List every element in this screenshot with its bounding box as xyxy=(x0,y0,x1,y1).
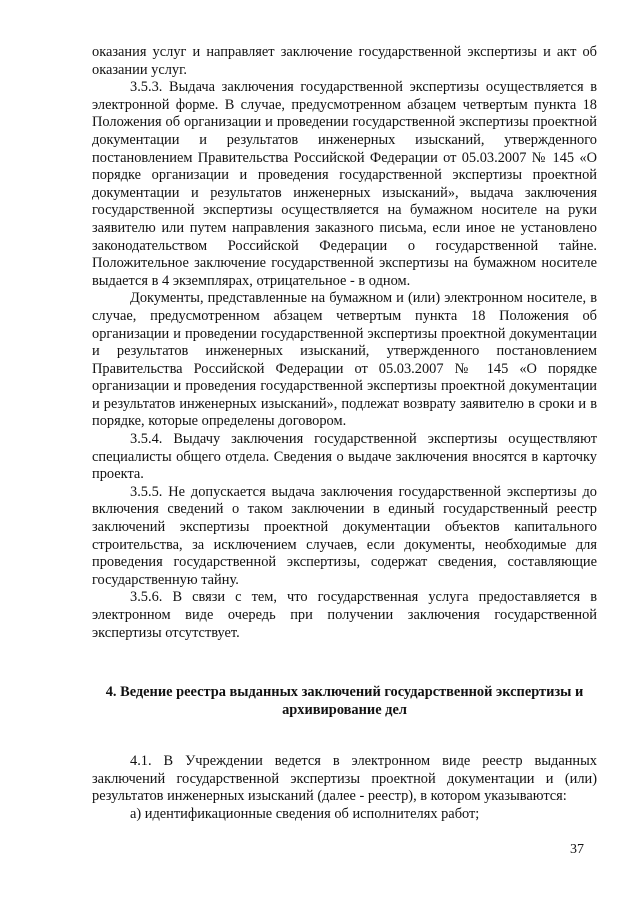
paragraph-documents-return: Документы, представленные на бумажном и (или) электронном носителе, в случае, предусмотренном абзацем четвертым пункта 18 Положения об организации и проведении государственной экспертизы проектной документации и результатов инженерных изысканий, утвержденного постановлением Правительства Российской Федерации от 05.03.2007 № 145 «О порядке организации и проведения государственной экспертизы проектной документации и результатов инженерных изысканий», подлежат возврату заявителю в сроки и в порядке, которые определены договором. xyxy=(92,290,597,430)
list-item-a: а) идентификационные сведения об исполнителях работ; xyxy=(130,805,480,822)
paragraph-3-5-3: 3.5.3. Выдача заключения государственной экспертизы осуществляется в электронной форме. В случае, предусмотренном абзацем четвертым пункта 18 Положения об организации и проведении государственной экспертизы проектной документации и результатов инженерных изысканий, утвержденного постановлением Правительства Российской Федерации от 05.03.2007 № 145 «О порядке организации и проведения государственной экспертизы проектной документации и результатов инженерных изысканий», выдача заключения государственной экспертизы осуществляется на бумажном носителе на руки заявителю или путем направления заказного письма, если иное не установлено законодательством Российской Федерации о государственной тайне. Положительное заключение государственной экспертизы на бумажном носителе выдается в 4 экземплярах, отрицательное - в одном. xyxy=(92,79,597,289)
page-number: 37 xyxy=(570,842,584,857)
paragraph-4-1: 4.1. В Учреждении ведется в электронном виде реестр выданных заключений государственной экспертизы проектной документации и (или) результатов инженерных изысканий (далее - реестр), в котором указываются: xyxy=(92,753,597,805)
paragraph-3-5-6: 3.5.6. В связи с тем, что государственная услуга предоставляется в электронном виде очередь при получении заключения государственной экспертизы отсутствует. xyxy=(92,589,597,641)
section-heading: 4. Ведение реестра выданных заключений государственной экспертизы и архивирование дел xyxy=(105,684,584,719)
paragraph-3-5-4: 3.5.4. Выдачу заключения государственной экспертизы осуществляют специалисты общего отдела. Сведения о выдаче заключения вносятся в карточку проекта. xyxy=(92,431,597,483)
paragraph-3-5-5: 3.5.5. Не допускается выдача заключения государственной экспертизы до включения сведений о таком заключении в единый государственный реестр заключений экспертизы проектной документации объектов капитального строительства, за исключением случаев, если документы, необходимые для проведения государственной экспертизы, содержат сведения, составляющие государственную тайну. xyxy=(92,483,597,588)
paragraph-continuation: оказания услуг и направляет заключение государственной экспертизы и акт об оказании услуг. xyxy=(92,44,597,78)
document-page xyxy=(92,44,597,824)
